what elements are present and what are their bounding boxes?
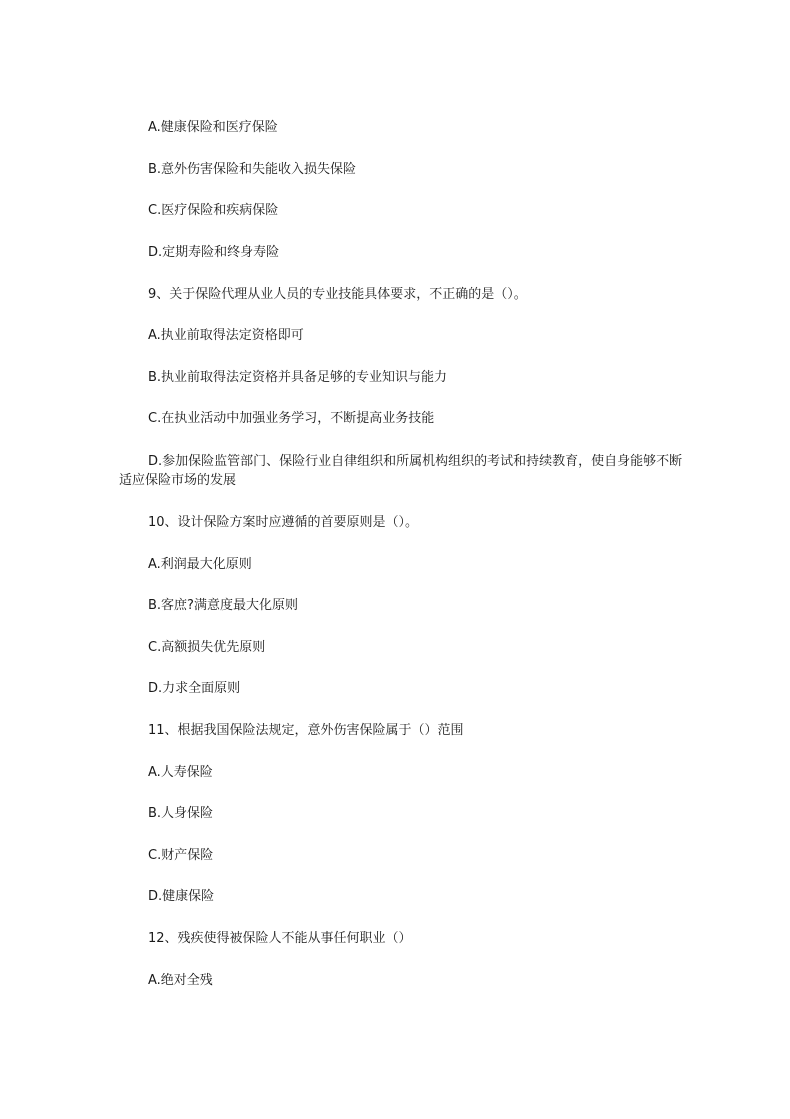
option-line: A.执业前取得法定资格即可 bbox=[148, 328, 304, 343]
question-line: 9、关于保险代理从业人员的专业技能具体要求，不正确的是（）。 bbox=[148, 287, 527, 302]
option-line: A.健康保险和医疗保险 bbox=[148, 120, 278, 135]
option-line: C.医疗保险和疾病保险 bbox=[148, 203, 279, 218]
option-line: D.力求全面原则 bbox=[148, 681, 241, 696]
question-line: 10、设计保险方案时应遵循的首要原则是（）。 bbox=[148, 515, 419, 530]
option-line: C.财产保险 bbox=[148, 848, 214, 863]
option-line: C.高额损失优先原则 bbox=[148, 640, 266, 655]
option-line: B.人身保险 bbox=[148, 806, 214, 821]
option-line: A.利润最大化原则 bbox=[148, 557, 252, 572]
option-line: D.健康保险 bbox=[148, 889, 215, 904]
option-line-wrapped: D.参加保险监管部门、保险行业自律组织和所属机构组织的考试和持续教育，使自身能够不断适应保险市场的发展 bbox=[119, 454, 683, 488]
option-line: A.绝对全残 bbox=[148, 973, 213, 988]
option-line: B.客庶?满意度最大化原则 bbox=[148, 598, 298, 613]
option-line: B.意外伤害保险和失能收入损失保险 bbox=[148, 162, 357, 177]
question-line: 12、残疾使得被保险人不能从事任何职业（） bbox=[148, 931, 412, 946]
option-line: D.定期寿险和终身寿险 bbox=[148, 245, 280, 260]
option-line: A.人寿保险 bbox=[148, 765, 213, 780]
question-line: 11、根据我国保险法规定，意外伤害保险属于（）范围 bbox=[148, 723, 464, 738]
option-line: B.执业前取得法定资格并具备足够的专业知识与能力 bbox=[148, 370, 448, 385]
option-line: C.在执业活动中加强业务学习，不断提高业务技能 bbox=[148, 411, 435, 426]
